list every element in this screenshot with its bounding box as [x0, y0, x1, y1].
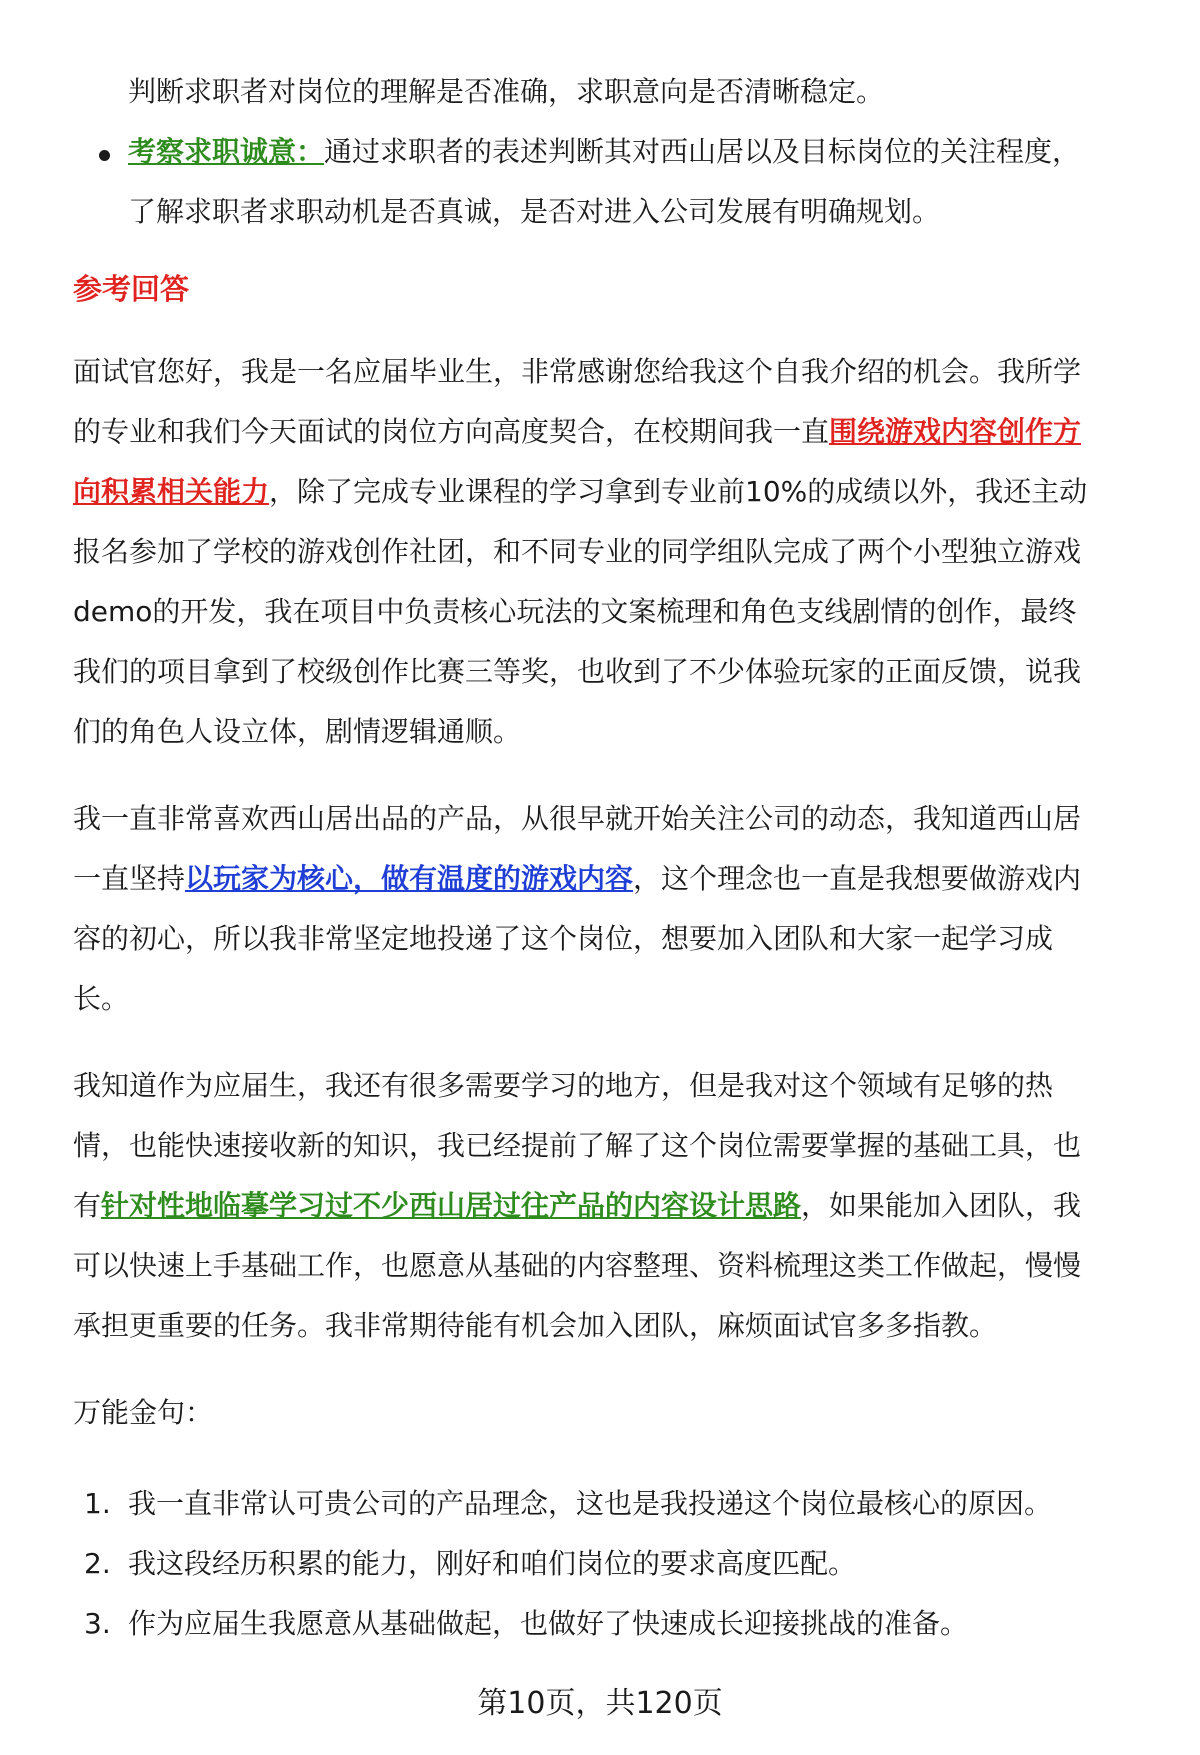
golden-sentences-label: 万能金句：: [73, 1396, 214, 1429]
bullet-icon: [99, 150, 110, 161]
section-title: 参考回答: [73, 272, 190, 306]
bullet-label: 考察求职诚意：: [128, 135, 325, 168]
list-item: 2. 我这段经历积累的能力，刚好和咱们岗位的要求高度匹配。: [84, 1547, 857, 1580]
highlight-red-cont: 向积累相关能力: [73, 475, 270, 508]
highlight-red: 围绕游戏内容创作方: [829, 415, 1082, 448]
list-item: 1. 我一直非常认可贵公司的产品理念，这也是我投递这个岗位最核心的原因。: [84, 1487, 1053, 1520]
paragraph-3: 我知道作为应届生，我还有很多需要学习的地方，但是我对这个领域有足够的热 情，也能快速接收新的知识，我已经提前了解了这个岗位需要掌握的基础工具，也 有针对性地临摹学习过不少西山居过往产品的内容设计思路，如果能加入团队，我 可以快速上手基础工作，也愿意从基础的内容整理、资料梳理这类工作做起，慢慢 承担更重要的任务。我非常期待能有机会加入团队，麻烦面试官多多指教。: [73, 1069, 1082, 1342]
list-item: 3. 作为应届生我愿意从基础做起，也做好了快速成长迎接挑战的准备。: [84, 1607, 969, 1640]
bullet-item: 考察求职诚意：通过求职者的表述判断其对西山居以及目标岗位的关注程度， 了解求职者求职动机是否真诚，是否对进入公司发展有明确规划。: [128, 135, 1081, 228]
paragraph-2: 我一直非常喜欢西山居出品的产品，从很早就开始关注公司的动态，我知道西山居 一直坚持以玩家为核心，做有温度的游戏内容，这个理念也一直是我想要做游戏内 容的初心，所以我非常坚定地投递了这个岗位，想要加入团队和大家一起学习成 长。: [73, 802, 1082, 1015]
highlight-green: 针对性地临摹学习过不少西山居过往产品的内容设计思路: [101, 1189, 802, 1222]
highlight-blue: 以玩家为核心，做有温度的游戏内容: [185, 862, 634, 895]
page-footer: 第10页，共120页: [477, 1686, 723, 1721]
paragraph-1: 面试官您好，我是一名应届毕业生，非常感谢您给我这个自我介绍的机会。我所学 的专业和我们今天面试的岗位方向高度契合，在校期间我一直围绕游戏内容创作方 向积累相关能力，除了完成专业课程的学习拿到专业前10%的成绩以外，我还主动 报名参加了学校的游戏创作社团，和不同专业的同学组队完成了两个小型独立游戏 demo的开发，我在项目中负责核心玩法的文案梳理和角色支线剧情的创作，最终 我们的项目拿到了校级创作比赛三等奖，也收到了不少体验玩家的正面反馈，说我 们的角色人设立体，剧情逻辑通顺。: [73, 355, 1088, 748]
continued-line: 判断求职者对岗位的理解是否准确，求职意向是否清晰稳定。: [128, 75, 885, 108]
